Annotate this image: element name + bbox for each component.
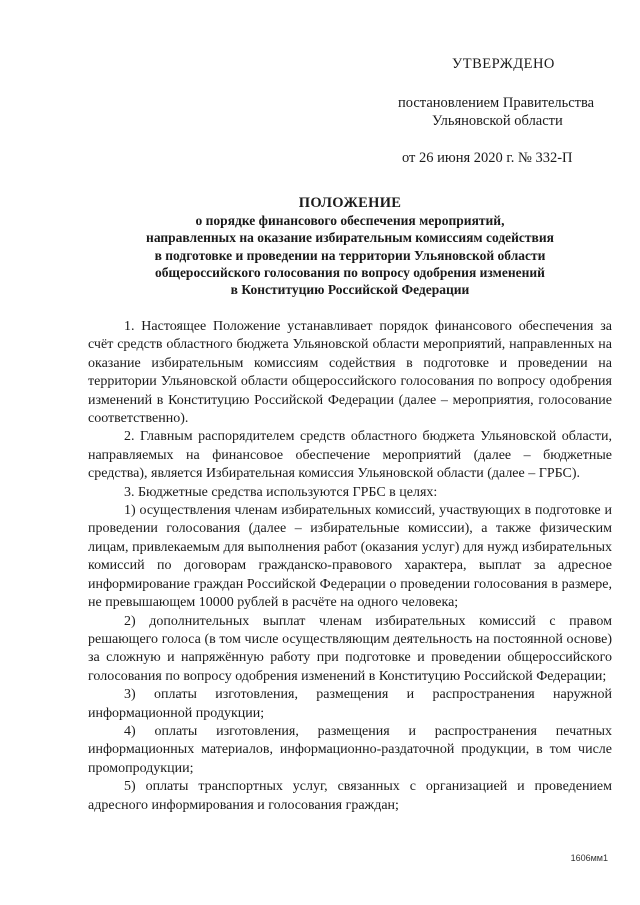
list-item-1: 1) осуществления членам избирательных комиссий, участвующих в подготовке и проведении голосования (далее – избирательные комиссии), а также физическим лицам, привлекаемым для выполнения работ (оказания услуг) для нужд избирательных комиссий по договорам гражданско-правового характера, выплат за адресное информирование граждан Российской Федерации о проведении голосования в размере, не превышающем 10000 рублей в расчёте на одного человека; (88, 503, 612, 611)
list-item-5: 5) оплаты транспортных услуг, связанных с организацией и проведением адресного информирования и голосования граждан; (88, 779, 612, 813)
title-line: в подготовке и проведении на территории Ульяновской области (154, 247, 546, 263)
approval-date-line: от 26 июня 2020 г. № 332-П (402, 150, 573, 166)
approval-by-line-2: Ульяновской области (432, 113, 563, 129)
list-item-3: 3) оплаты изготовления, размещения и распространения наружной информационной продукции; (88, 687, 612, 721)
title-line: в Конституцию Российской Федерации (230, 282, 470, 298)
document-title (80, 195, 620, 298)
title-line: о порядке финансового обеспечения мероприятий, (195, 213, 505, 229)
title-line: общероссийского голосования по вопросу одобрения изменений (155, 264, 545, 280)
footer-document-code: 1606мм1 (570, 853, 608, 863)
title-heading: ПОЛОЖЕНИЕ (298, 195, 402, 211)
paragraph-1: 1. Настоящее Положение устанавливает порядок финансового обеспечения за счёт средств областного бюджета Ульяновской области мероприятий, направленных на оказание избирательным комиссиям содействия в подготовке и проведении на территории Ульяновской области общероссийского голосования по вопросу одобрения изменений в Конституцию Российской Федерации (далее – мероприятия, голосование соответственно). (88, 319, 612, 427)
paragraph-2: 2. Главным распорядителем средств областного бюджета Ульяновской области, направляемых на финансовое обеспечение мероприятий (далее – бюджетные средства), является Избирательная комиссия Ульяновской области (далее – ГРБС). (88, 429, 612, 482)
paragraph-3: 3. Бюджетные средства используются ГРБС в целях: (124, 484, 438, 500)
list-item-4: 4) оплаты изготовления, размещения и распространения печатных информационных материалов, информационно-раздаточной продукции, в том числе промопродукции; (88, 723, 612, 776)
document-body (88, 318, 612, 815)
approval-by-line-1: постановлением Правительства (398, 95, 595, 111)
list-item-2: 2) дополнительных выплат членам избирательных комиссий с правом решающего голоса (в том числе осуществляющим деятельность на постоянной основе) за сложную и напряжённую работу при подготовке и проведении общероссийского голосования по вопросу одобрения изменений в Конституцию Российской Федерации; (88, 613, 612, 684)
approval-stamp-title: УТВЕРЖДЕНО (452, 56, 555, 72)
title-line: направленных на оказание избирательным комиссиям содействия (146, 230, 554, 246)
